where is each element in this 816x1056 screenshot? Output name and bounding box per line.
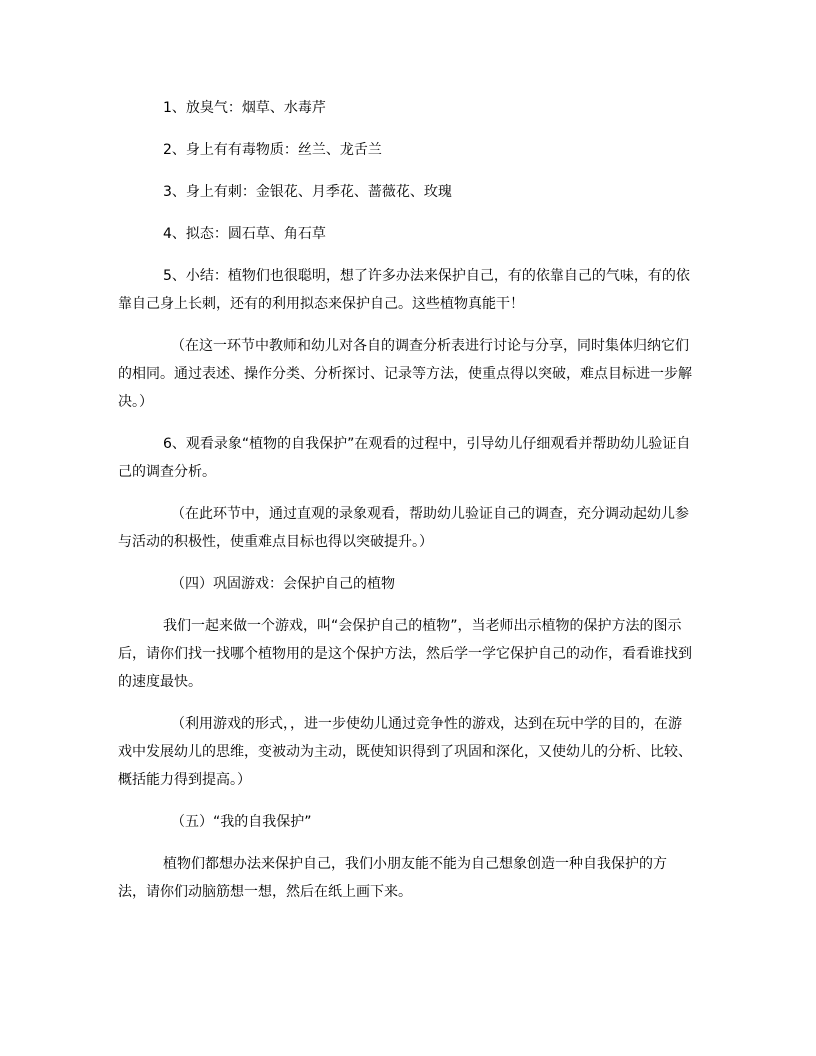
section-heading-self-protection: （五）“我的自我保护”	[171, 814, 312, 830]
section-heading-game: （四）巩固游戏：会保护自己的植物	[171, 576, 395, 592]
note-paragraph-video: （在此环节中，通过直观的录象观看，帮助幼儿验证自己的调查，充分调动起幼儿参与活动的积极性，使重难点目标也得以突破提升。）	[118, 506, 689, 550]
video-step-paragraph: 6、观看录象“植物的自我保护”在观看的过程中，引导幼儿仔细观看并帮助幼儿验证自己的调查分析。	[118, 436, 691, 480]
summary-paragraph: 5、小结：植物们也很聪明，想了许多办法来保护自己，有的依靠自己的气味，有的依靠自己身上长刺，还有的利用拟态来保护自己。这些植物真能干！	[118, 268, 690, 312]
list-item-bad-smell: 1、放臭气：烟草、水毒芹	[163, 100, 326, 116]
drawing-task-paragraph: 植物们都想办法来保护自己，我们小朋友能不能为自己想象创造一种自我保护的方法，请你们动脑筋想一想，然后在纸上画下来。	[118, 856, 667, 900]
list-item-mimicry: 4、拟态：圆石草、角石草	[163, 226, 326, 242]
note-paragraph-game: （利用游戏的形式，，进一步使幼儿通过竞争性的游戏，达到在玩中学的目的，在游戏中发展幼儿的思维，变被动为主动，既使知识得到了巩固和深化，又使幼儿的分析、比较、概括能力得到提高。）	[118, 716, 692, 788]
document-body	[118, 94, 694, 920]
list-item-toxic: 2、身上有有毒物质：丝兰、龙舌兰	[163, 142, 382, 158]
game-description-paragraph: 我们一起来做一个游戏，叫“会保护自己的植物”，当老师出示植物的保护方法的图示后，请你们找一找哪个植物用的是这个保护方法，然后学一学它保护自己的动作，看看谁找到的速度最快。	[118, 618, 692, 690]
list-item-thorns: 3、身上有刺：金银花、月季花、蔷薇花、玫瑰	[163, 184, 452, 200]
note-paragraph-discussion: （在这一环节中教师和幼儿对各自的调查分析表进行讨论与分享，同时集体归纳它们的相同。通过表述、操作分类、分析探讨、记录等方法，使重点得以突破，难点目标进一步解决。）	[118, 338, 692, 410]
